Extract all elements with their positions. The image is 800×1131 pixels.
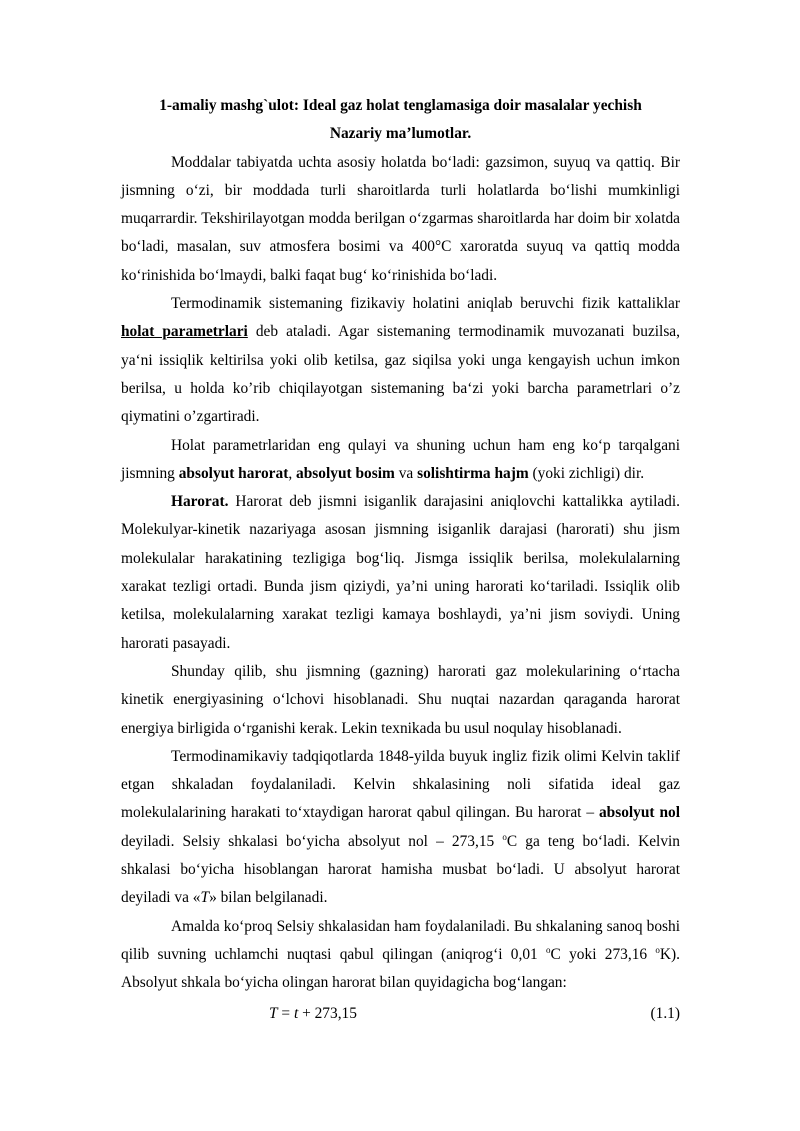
formula-expression [269, 1000, 357, 1028]
degree-mark: o [546, 944, 551, 955]
formula-number: (1.1) [650, 1004, 680, 1022]
term-absolute-temperature: absolyut harorat [178, 464, 289, 482]
text-run: C yoki 273,16 [550, 945, 656, 963]
document-body [121, 92, 680, 1028]
text-run: deyiladi. Selsiy shkalasi bo‘yicha absolyut nol – 273,15 [121, 832, 503, 850]
section-subtitle: Nazariy ma’lumotlar. [329, 125, 472, 143]
text-run: K). Absolyut shkala bo‘yicha olingan harorat bilan quyidagicha bog‘langan: [121, 945, 680, 992]
text-run: Termodinamikaviy tadqiqotlarda 1848-yilda buyuk ingliz fizik olimi Kelvin taklif etgan shkaladan foydalaniladi. Kelvin shkalasining noli sifatida ideal gaz molekulalarining harakati to‘xtaydigan harorat qabul qilingan. Bu harorat – [121, 747, 680, 822]
degree-mark: o [655, 944, 660, 955]
text-run: deb ataladi. Agar sistemaning termodinamik muvozanati buzilsa, ya‘ni issiqlik keltirilsa yoki olib ketilsa, gaz siqilsa yoki unga kengayish uchun imkon berilsa, u holda ko’rib chiqilayotgan sistemaning ba‘zi yoki barcha parametrlari o’z qiymatini o’zgartiradi. [121, 323, 680, 426]
paragraph-states-of-matter: Moddalar tabiyatda uchta asosiy holatda bo‘ladi: gazsimon, suyuq va qattiq. Bir jismning o‘zi, bir moddada turli sharoitlarda turli holatlarda bo‘lishi mumkinligi muqarrardir. Tekshirilayotgan modda berilgan o‘zgarmas sharoitlarda har doim bir xolatda bo‘ladi, masalan, suv atmosfera bosimi va 400°C xaroratda suyuq va qattiq modda ko‘rinishida bo‘lmaydi, balki faqat bug‘ ko‘rinishida bo‘ladi. [121, 153, 680, 284]
degree-mark: o [502, 831, 507, 842]
symbol-T: T [200, 889, 210, 907]
page-title: 1-amaliy mashg`ulot: Ideal gaz holat tenglamasiga doir masalalar yechish [159, 97, 642, 114]
term-absolute-zero: absolyut nol [598, 804, 680, 822]
paragraph-temperature [121, 488, 680, 658]
paragraph-celsius-scale [121, 913, 680, 998]
paragraph-main-parameters [121, 432, 680, 489]
paragraph-kelvin-scale [121, 743, 680, 913]
text-run: (yoki zichligi) dir. [528, 464, 645, 482]
paragraph-kinetic-energy: Shunday qilib, shu jismning (gazning) harorati gaz molekularining o‘rtacha kinetik energiyasining o‘lchovi hisoblanadi. Shu nuqtai nazardan qaraganda harorat energiya birligida o‘rganishi kerak. Lekin texnikada bu usul noqulay hisoblanadi. [121, 662, 680, 737]
formula-line [121, 1000, 680, 1028]
formula-symbol-t: t [293, 1004, 299, 1022]
text-run: C ga teng bo‘ladi. Kelvin shkalasi bo‘yicha hisoblangan harorat hamisha musbat bo‘ladi. U absolyut harorat deyiladi va « [121, 832, 680, 907]
text-run: , [288, 464, 297, 482]
formula-rest: + 273,15 [298, 1004, 357, 1022]
term-absolute-pressure: absolyut bosim [296, 464, 395, 482]
text-run: va [394, 464, 418, 482]
text-run: » bilan belgilanadi. [209, 889, 328, 907]
text-run: Holat parametrlaridan eng qulayi va shuning uchun ham eng ko‘p tarqalgani jismning [121, 436, 680, 482]
term-specific-volume: solishtirma hajm [417, 464, 529, 482]
formula-equals: = [277, 1004, 294, 1022]
term-temperature: Harorat. [171, 493, 229, 511]
formula-symbol-T: T [269, 1004, 278, 1022]
text-run: Amalda ko‘proq Selsiy shkalasidan ham foydalaniladi. Bu shkalaning sanoq boshi qilib suvning uchlamchi nuqtasi qabul qilingan (aniqrog‘i 0,01 [121, 917, 680, 963]
text-run: Termodinamik sistemaning fizikaviy holatini aniqlab beruvchi fizik kattaliklar [171, 295, 680, 313]
term-state-parameters: holat parametrlari [121, 323, 248, 341]
paragraph-state-parameters [121, 290, 680, 431]
text-run: Harorat deb jismni isiganlik darajasini aniqlovchi kattalikka aytiladi. Molekulyar-kinetik nazariyaga asosan jismning isiganlik darajasi (harorati) shu jism molekulalar harakatining tezligiga bog‘liq. Jismga issiqlik berilsa, molekulalarning xarakat tezligi ortadi. Bunda jism qiziydi, ya’ni uning harorati ko‘tariladi. Issiqlik olib ketilsa, molekulalarning xarakat tezligi kamaya boshlaydi, ya’ni jism soviydi. Uning harorati pasayadi. [121, 493, 680, 652]
